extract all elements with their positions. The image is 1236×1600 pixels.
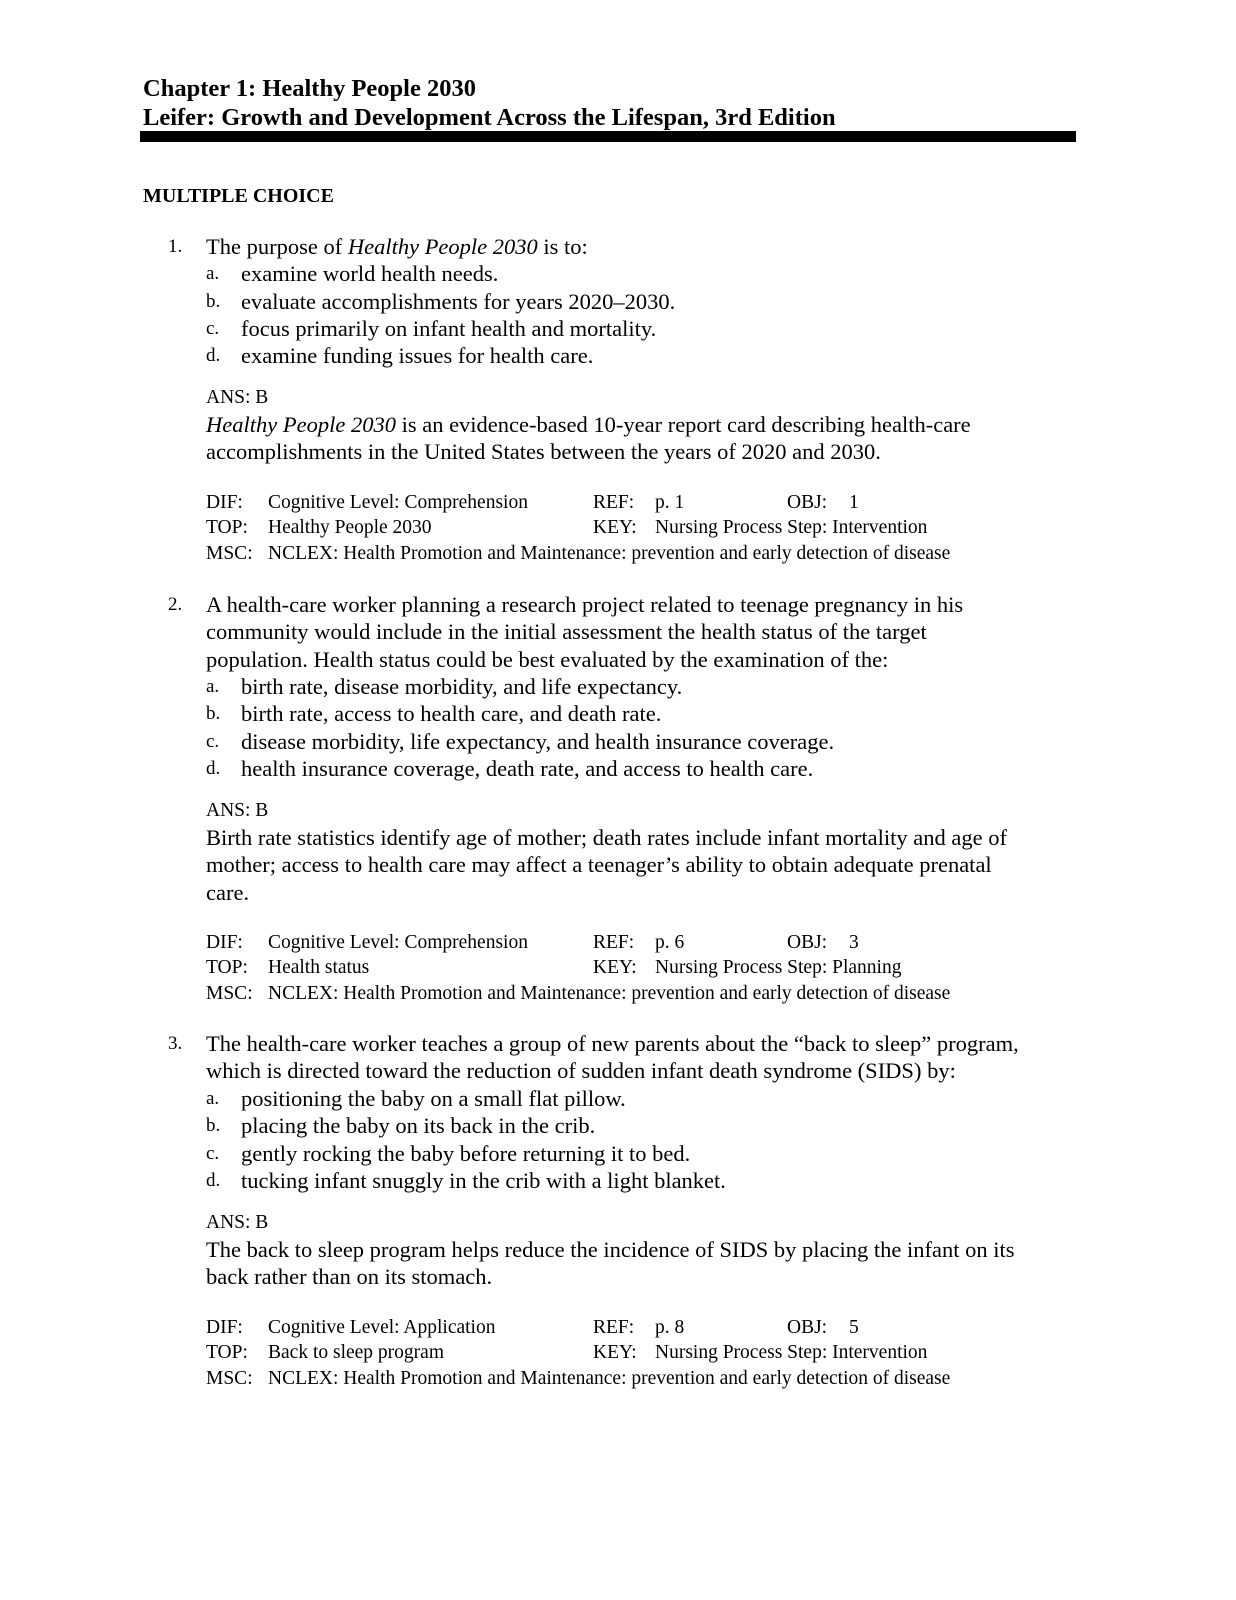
objective-value: 3 — [849, 932, 859, 953]
meta-row-top: TOP: Back to sleep program KEY: Nursing Process Step: Intervention — [206, 1340, 1106, 1365]
question-number: 3. — [168, 1033, 183, 1054]
answer-options — [206, 1085, 1086, 1194]
meta-row-dif: DIF: Cognitive Level: Comprehension REF: p. 1 OBJ: 1 — [206, 490, 1106, 515]
option-d: d. examine funding issues for health care. — [206, 343, 594, 369]
misc-value: NCLEX: Health Promotion and Maintenance: prevention and early detection of disease — [268, 982, 951, 1004]
key-value: Nursing Process Step: Intervention — [655, 517, 928, 539]
question-metadata — [206, 930, 1106, 1006]
rationale: Healthy People 2030 is an evidence-based 10-year report card describing health-care accomplishments in the United States between the years of 2020 and 2030. — [206, 412, 971, 465]
objective-value: 5 — [849, 1317, 859, 1338]
reference-value: p. 1 — [655, 492, 685, 513]
meta-row-msc: MSC: NCLEX: Health Promotion and Maintenance: prevention and early detection of disease — [206, 981, 1106, 1006]
stem-italic-title: Healthy People 2030 — [347, 234, 538, 259]
objective-value: 1 — [849, 492, 859, 513]
reference-value: p. 8 — [655, 1317, 685, 1338]
question-metadata — [206, 1315, 1106, 1391]
answer-options — [206, 673, 1086, 782]
answer-key: ANS: B — [206, 800, 269, 821]
answer-key: ANS: B — [206, 387, 269, 408]
reference-value: p. 6 — [655, 932, 685, 953]
topic-value: Healthy People 2030 — [268, 517, 432, 539]
question-number: 2. — [168, 594, 183, 615]
header-divider — [140, 131, 1076, 142]
question-stem: The health-care worker teaches a group of new parents about the “back to sleep” program, which is directed toward the reduction of sudden infant death syndrome (SIDS) by: — [206, 1031, 1019, 1084]
misc-value: NCLEX: Health Promotion and Maintenance: prevention and early detection of disease — [268, 542, 951, 564]
difficulty-value: Cognitive Level: Comprehension — [268, 492, 528, 513]
option-c: c. disease morbidity, life expectancy, and health insurance coverage. — [206, 728, 835, 754]
question-metadata — [206, 490, 1106, 566]
chapter-title: Chapter 1: Healthy People 2030 — [143, 75, 476, 102]
answer-options — [206, 260, 1086, 369]
option-d: d. tucking infant snuggly in the crib with a light blanket. — [206, 1167, 726, 1193]
topic-value: Back to sleep program — [268, 1342, 444, 1364]
option-b: b. placing the baby on its back in the crib. — [206, 1113, 596, 1139]
meta-row-dif: DIF: Cognitive Level: Comprehension REF: p. 6 OBJ: 3 — [206, 930, 1106, 955]
difficulty-value: Cognitive Level: Application — [268, 1317, 496, 1338]
meta-row-top: TOP: Healthy People 2030 KEY: Nursing Process Step: Intervention — [206, 515, 1106, 540]
document-header — [143, 74, 1083, 132]
rationale: The back to sleep program helps reduce the incidence of SIDS by placing the infant on its back rather than on its stomach. — [206, 1237, 1015, 1290]
option-c: c. gently rocking the baby before returning it to bed. — [206, 1140, 691, 1166]
option-d: d. health insurance coverage, death rate, and access to health care. — [206, 755, 814, 781]
answer-key: ANS: B — [206, 1212, 269, 1233]
section-title: MULTIPLE CHOICE — [143, 185, 334, 207]
option-a: a. examine world health needs. — [206, 261, 499, 287]
rationale: Birth rate statistics identify age of mother; death rates include infant mortality and age of mother; access to health care may affect a teenager’s ability to obtain adequate prenatal care. — [206, 825, 1007, 905]
meta-row-dif: DIF: Cognitive Level: Application REF: p. 8 OBJ: 5 — [206, 1315, 1106, 1340]
question-stem: A health-care worker planning a research project related to teenage pregnancy in his community would include in the initial assessment the health status of the target population. Health status could be best evaluated by the examination of the: — [206, 592, 964, 672]
option-a: a. birth rate, disease morbidity, and life expectancy. — [206, 674, 683, 699]
key-value: Nursing Process Step: Intervention — [655, 1342, 928, 1364]
option-c: c. focus primarily on infant health and mortality. — [206, 315, 657, 341]
option-b: b. evaluate accomplishments for years 2020–2030. — [206, 288, 676, 314]
meta-row-msc: MSC: NCLEX: Health Promotion and Maintenance: prevention and early detection of disease — [206, 1366, 1106, 1391]
option-a: a. positioning the baby on a small flat pillow. — [206, 1086, 626, 1111]
question-stem: The purpose of Healthy People 2030 is to: — [206, 234, 588, 259]
question-number: 1. — [168, 236, 183, 257]
misc-value: NCLEX: Health Promotion and Maintenance: prevention and early detection of disease — [268, 1367, 951, 1389]
key-value: Nursing Process Step: Planning — [655, 957, 902, 979]
meta-row-msc: MSC: NCLEX: Health Promotion and Maintenance: prevention and early detection of disease — [206, 541, 1106, 566]
difficulty-value: Cognitive Level: Comprehension — [268, 932, 528, 953]
option-b: b. birth rate, access to health care, and death rate. — [206, 701, 662, 727]
book-title: Leifer: Growth and Development Across the Lifespan, 3rd Edition — [143, 104, 836, 131]
topic-value: Health status — [268, 957, 370, 979]
meta-row-top: TOP: Health status KEY: Nursing Process Step: Planning — [206, 955, 1106, 980]
